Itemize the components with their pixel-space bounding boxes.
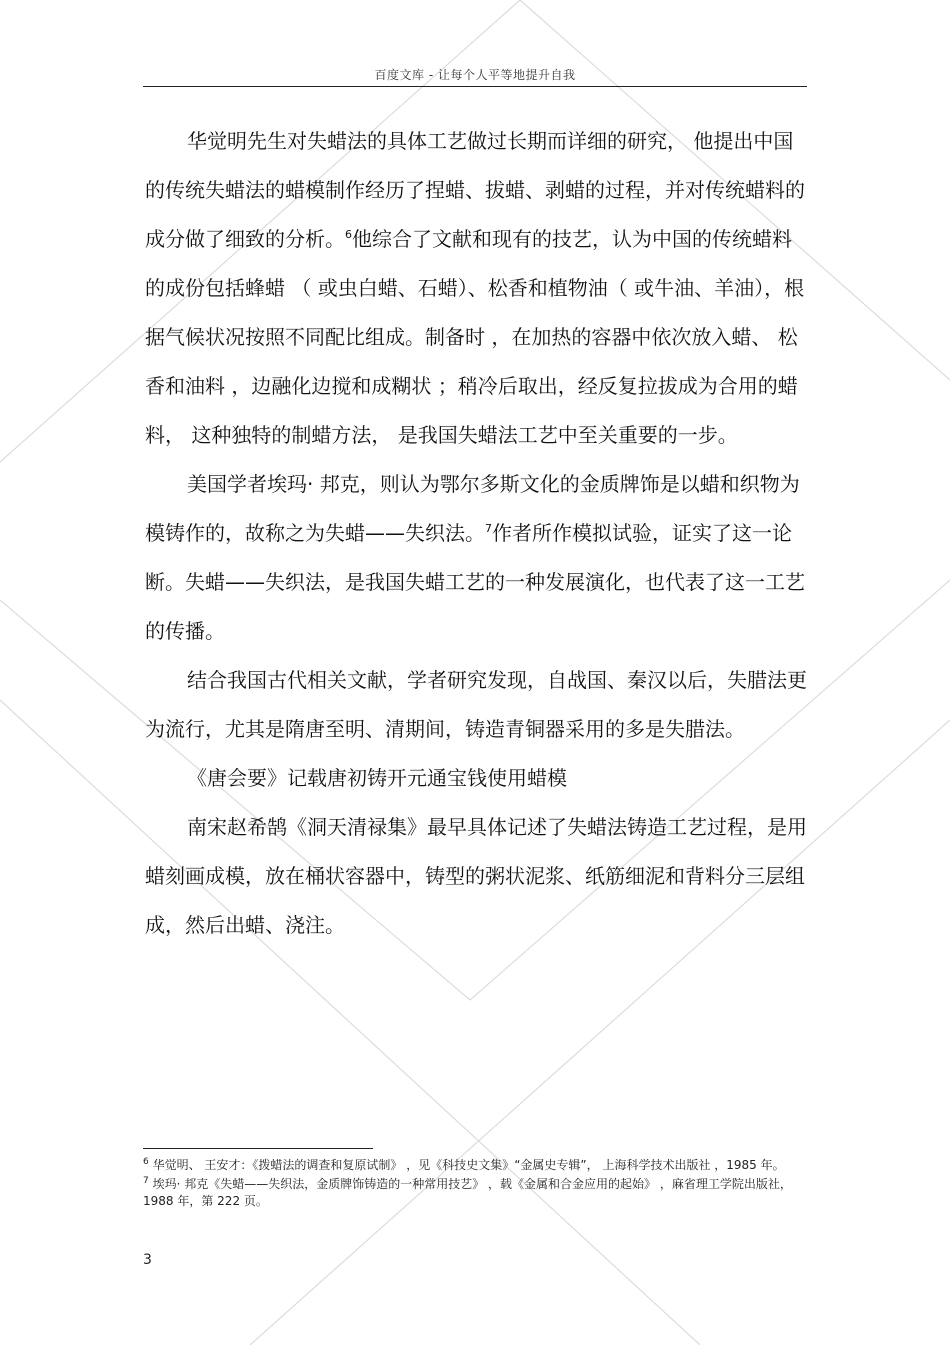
paragraph-2 xyxy=(145,460,809,656)
footnote-ref-7[interactable]: 7 xyxy=(485,522,492,535)
paragraph-5: 南宋赵希鹄《洞天清禄集》最早具体记述了失蜡法铸造工艺过程，是用蜡刻画成模，放在桶状容器中，铸型的粥状泥浆、纸筋细泥和背料分三层组成，然后出蜡、浇注。 xyxy=(145,815,807,937)
page-number: 3 xyxy=(143,1252,152,1268)
footnote-7 xyxy=(143,1176,807,1210)
footnote-7-number: 7 xyxy=(143,1176,149,1186)
page-header: 百度文库 - 让每个人平等地提升自我 xyxy=(374,68,576,82)
paragraph-2-text: 美国学者埃玛· 邦克，则认为鄂尔多斯文化的金质牌饰是以蜡和织物为模铸作的，故称之为失蜡——失织法。 xyxy=(145,472,800,545)
footnote-6 xyxy=(143,1157,807,1174)
footnote-7-text: 埃玛· 邦克《失蜡——失织法，金质牌饰铸造的一种常用技艺》 ，载《金属和合金应用的起始》 ，麻省理工学院出版社， 1988 年，第 222 页。 xyxy=(143,1177,792,1208)
footnote-6-text: 华觉明、 王安才：《拨蜡法的调查和复原试制》 ，见《科技史文集》“金属史专辑”， 上海科学技术出版社 ，1985 年。 xyxy=(152,1158,785,1172)
body-text xyxy=(145,117,809,950)
paragraph-1 xyxy=(145,117,809,460)
footnotes xyxy=(143,1157,807,1212)
paragraph-2-text-after: 作者所作模拟试验，证实了这一论断。失蜡——失织法，是我国失蜡工艺的一种发展演化，也代表了这一工艺的传播。 xyxy=(145,521,805,643)
footnote-rule xyxy=(143,1148,373,1149)
paragraph-4: 《唐会要》记载唐初铸开元通宝钱使用蜡模 xyxy=(187,766,567,790)
paragraph-1-text: 华觉明先生对失蜡法的具体工艺做过长期而详细的研究， 他提出中国的传统失蜡法的蜡模制作经历了捏蜡、拔蜡、剥蜡的过程，并对传统蜡料的成分做了细致的分析。 xyxy=(145,129,805,251)
paragraph-3: 结合我国古代相关文献，学者研究发现，自战国、秦汉以后，失腊法更为流行，尤其是隋唐至明、清期间，铸造青铜器采用的多是失腊法。 xyxy=(145,668,807,741)
footnote-6-number: 6 xyxy=(143,1157,149,1167)
footnote-ref-6[interactable]: 6 xyxy=(345,228,352,241)
header-rule xyxy=(143,86,807,87)
paragraph-1-text-after: 他综合了文献和现有的技艺，认为中国的传统蜡料的成份包括蜂蜡 （ 或虫白蜡、石蜡）、松香和植物油（ 或牛油、羊油），根据气候状况按照不同配比组成。制备时 ，在加热的容器中依次放入蜡、 松香和油料 ，边融化边搅和成糊状 ；稍冷后取出，经反复拉拔成为合用的蜡料， 这种独特的制蜡方法， 是我国失蜡法工艺中至关重要的一步。 xyxy=(145,227,805,447)
